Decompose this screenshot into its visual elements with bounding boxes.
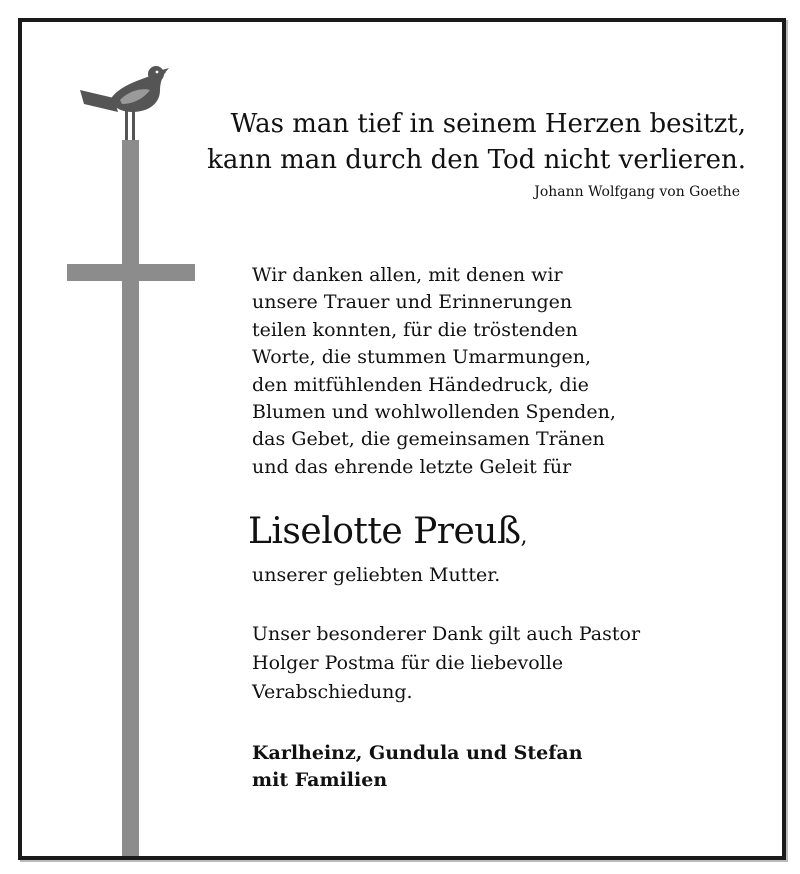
- special-thanks-line: Holger Postma für die liebevolle: [252, 652, 564, 674]
- family-signature: [252, 740, 732, 794]
- name-punctuation: ,: [520, 524, 528, 549]
- message-line: teilen konnten, für die tröstenden: [252, 318, 578, 341]
- message-line: unsere Trauer und Erinnerungen: [252, 291, 573, 314]
- message-line: das Gebet, die gemeinsamen Tränen: [252, 428, 605, 451]
- cross-horizontal-beam: [67, 264, 195, 281]
- special-thanks-line: Verabschiedung.: [252, 681, 413, 703]
- thank-you-message: [252, 262, 732, 481]
- message-line: Blumen und wohlwollenden Spenden,: [252, 401, 616, 424]
- deceased-name-text: Liselotte Preuß: [248, 511, 521, 552]
- signature-line: mit Familien: [252, 769, 388, 791]
- special-thanks: [252, 620, 732, 707]
- quote-author: Johann Wolfgang von Goethe: [534, 184, 740, 200]
- cross-vertical-beam: [122, 140, 139, 856]
- message-line: Wir danken allen, mit denen wir: [252, 264, 563, 286]
- special-thanks-line: Unser besonderer Dank gilt auch Pastor: [252, 623, 641, 645]
- message-line: Worte, die stummen Umarmungen,: [252, 346, 592, 369]
- quote-line: kann man durch den Tod nicht verlieren.: [207, 145, 746, 175]
- message-line: den mitfühlenden Händedruck, die: [252, 373, 589, 396]
- message-line: und das ehrende letzte Geleit für: [252, 455, 572, 478]
- relation-text: unserer geliebten Mutter.: [252, 564, 501, 586]
- signature-line: Karlheinz, Gundula und Stefan: [252, 742, 583, 764]
- deceased-name: [248, 510, 728, 559]
- quote-line: Was man tief in seinem Herzen besitzt,: [230, 109, 746, 139]
- goethe-quote: [150, 106, 746, 178]
